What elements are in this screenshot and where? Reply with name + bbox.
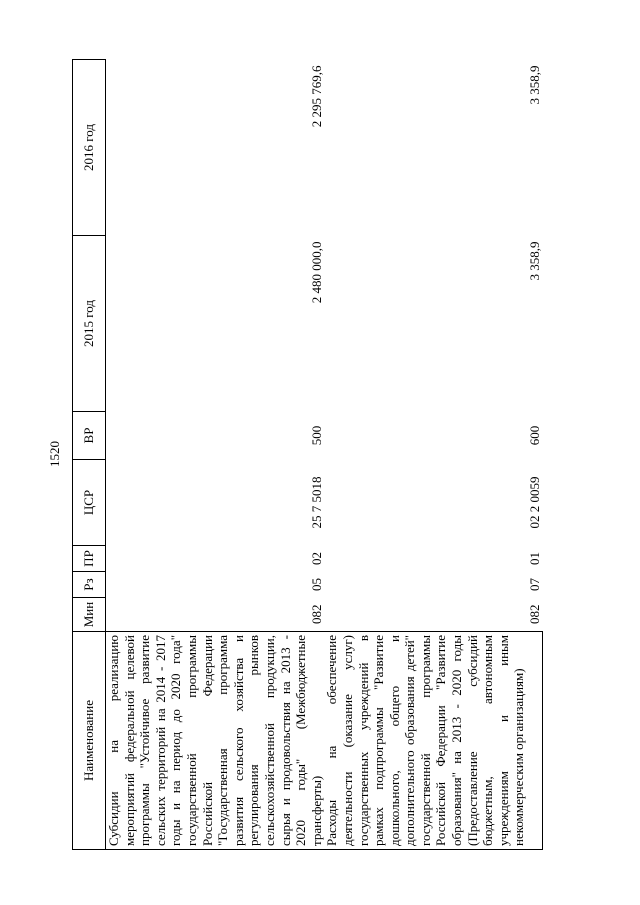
header-min: Мин — [73, 598, 106, 632]
row-csr: 25 7 5018 — [308, 476, 324, 529]
budget-table-sheet — [72, 60, 552, 850]
header-vr: ВР — [73, 412, 106, 460]
row-2016: 3 358,9 — [527, 65, 543, 105]
row-2015: 3 358,9 — [527, 241, 543, 281]
row-csr: 02 2 0059 — [527, 476, 543, 529]
budget-table — [72, 59, 543, 850]
row-2016: 2 295 769,6 — [308, 65, 324, 128]
header-2015: 2015 год — [73, 236, 106, 412]
row-rz: 05 — [308, 578, 324, 591]
table-header-row — [73, 60, 106, 850]
header-name: Наименование — [73, 632, 106, 850]
row-name: Субсидии на реализацию мероприятий федеральной целевой программы "Устойчивое развитие сельских территорий на 2014 - 2017 годы и на период до 2020 года" государственной программы Российской Федерации "Государственная программа развития сельского хозяйства и регулирования рынков сельскохозяйственной продукции, сырья и продовольствия на 2013 - 2020 годы" (Межбюджетные трансферты) — [106, 632, 325, 850]
header-rz: Рз — [73, 572, 106, 598]
row-name: Расходы на обеспечение деятельности (оказание услуг) государственных учреждений в рамках подпрограммы "Развитие дошкольного, общего и дополнительного образования детей" государственной программы Российской Федерации "Развитие образования" на 2013 - 2020 годы (Предоставление субсидий бюджетным, автономным учреждениям и иным некоммерческим организациям) — [324, 632, 543, 850]
header-2016: 2016 год — [73, 60, 106, 236]
row-pr: 02 — [308, 552, 324, 565]
row-vr: 500 — [308, 425, 324, 446]
row-vr: 600 — [527, 425, 543, 446]
row-pr: 01 — [527, 552, 543, 565]
row-2015: 2 480 000,0 — [308, 241, 324, 304]
table-row — [106, 60, 325, 850]
row-min: 082 — [308, 604, 324, 624]
header-pr: ПР — [73, 546, 106, 572]
page-number: 1520 — [47, 441, 62, 467]
table-row — [324, 60, 543, 850]
row-rz: 07 — [527, 578, 543, 591]
header-csr: ЦСР — [73, 460, 106, 546]
row-min: 082 — [527, 604, 543, 624]
